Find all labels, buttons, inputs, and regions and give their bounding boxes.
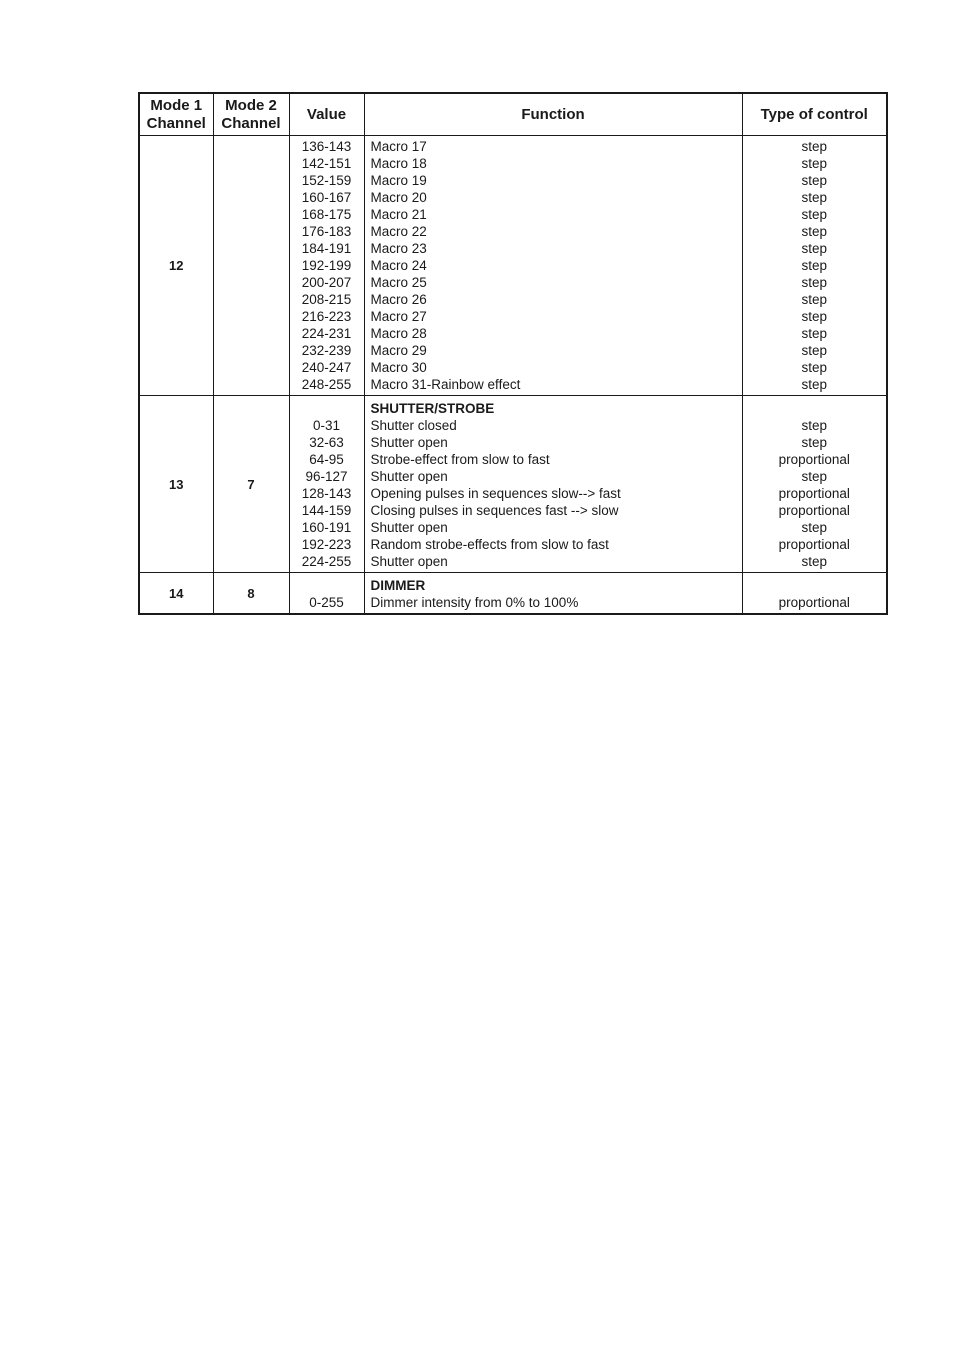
function-text: Random strobe-effects from slow to fast (370, 537, 609, 552)
value-range: 232-239 (301, 343, 352, 358)
function-cell (364, 136, 742, 396)
table-header (139, 93, 887, 136)
function-text: Macro 17 (370, 139, 427, 154)
control-type: step (801, 190, 828, 205)
value-range: 168-175 (301, 207, 352, 222)
value-range: 136-143 (301, 139, 352, 154)
control-type: proportional (778, 452, 850, 467)
function-text: Shutter open (370, 520, 448, 535)
value-cell (289, 136, 364, 396)
value-cell (289, 573, 364, 615)
value-range: 224-255 (301, 554, 352, 569)
channel-group-row (139, 573, 887, 615)
value-range: 32-63 (309, 435, 344, 450)
function-text: Macro 23 (370, 241, 427, 256)
value-range: 160-167 (301, 190, 352, 205)
header-mode2-line2: Channel (221, 114, 281, 132)
function-text: Macro 19 (370, 173, 427, 188)
function-text: Shutter open (370, 435, 448, 450)
header-mode2-line1: Mode 2 (225, 96, 277, 114)
control-type: proportional (778, 537, 850, 552)
heading-spacer (290, 577, 364, 594)
mode1-channel-cell: 14 (139, 573, 213, 615)
function-cell (364, 396, 742, 573)
control-type: proportional (778, 486, 850, 501)
function-text: Dimmer intensity from 0% to 100% (370, 595, 579, 610)
function-text: Shutter closed (370, 418, 457, 433)
value-range: 0-31 (312, 418, 341, 433)
function-text: Opening pulses in sequences slow--> fast (370, 486, 621, 501)
function-text: Macro 20 (370, 190, 427, 205)
channel-group-row (139, 136, 887, 396)
value-range: 192-199 (301, 258, 352, 273)
value-range: 216-223 (301, 309, 352, 324)
header-function: Function (364, 93, 742, 136)
control-type: step (801, 435, 828, 450)
header-mode1-line1: Mode 1 (150, 96, 203, 114)
section-heading: SHUTTER/STROBE (370, 401, 495, 416)
section-heading: DIMMER (370, 578, 426, 593)
type-cell (742, 573, 887, 615)
function-text: Macro 30 (370, 360, 427, 375)
header-mode2-channel (213, 93, 289, 136)
control-type: step (801, 139, 828, 154)
control-type: step (801, 520, 828, 535)
control-type: step (801, 309, 828, 324)
value-range: 128-143 (301, 486, 352, 501)
control-type: step (801, 156, 828, 171)
control-type: step (801, 343, 828, 358)
control-type: step (801, 469, 828, 484)
header-value: Value (289, 93, 364, 136)
header-mode1-line2: Channel (146, 114, 206, 132)
control-type: step (801, 326, 828, 341)
control-type: step (801, 377, 828, 392)
value-range: 142-151 (301, 156, 352, 171)
control-type: proportional (778, 503, 850, 518)
value-range: 184-191 (301, 241, 352, 256)
mode2-channel-cell: 7 (213, 396, 289, 573)
heading-spacer (743, 400, 887, 417)
table-body (139, 136, 887, 615)
value-range: 248-255 (301, 377, 352, 392)
value-range: 64-95 (309, 452, 344, 467)
header-mode1-channel (139, 93, 213, 136)
dmx-channel-table (138, 92, 888, 615)
function-cell (364, 573, 742, 615)
mode2-channel-cell: 8 (213, 573, 289, 615)
value-range: 224-231 (301, 326, 352, 341)
value-range: 200-207 (301, 275, 352, 290)
function-text: Macro 24 (370, 258, 427, 273)
value-range: 208-215 (301, 292, 352, 307)
control-type: step (801, 275, 828, 290)
value-range: 160-191 (301, 520, 352, 535)
value-range: 144-159 (301, 503, 352, 518)
mode1-channel-cell: 12 (139, 136, 213, 396)
value-range: 176-183 (301, 224, 352, 239)
function-text: Macro 25 (370, 275, 427, 290)
function-text: Macro 31-Rainbow effect (370, 377, 521, 392)
control-type: step (801, 258, 828, 273)
header-type-of-control: Type of control (742, 93, 887, 136)
function-text: Macro 28 (370, 326, 427, 341)
function-text: Macro 18 (370, 156, 427, 171)
function-text: Macro 21 (370, 207, 427, 222)
control-type: step (801, 241, 828, 256)
value-range: 152-159 (301, 173, 352, 188)
mode2-channel-cell (213, 136, 289, 396)
function-text: Shutter open (370, 554, 448, 569)
header-row (139, 93, 887, 136)
heading-spacer (743, 577, 887, 594)
heading-spacer (290, 400, 364, 417)
value-range: 192-223 (301, 537, 352, 552)
mode1-channel-cell: 13 (139, 396, 213, 573)
function-text: Macro 27 (370, 309, 427, 324)
value-range: 0-255 (309, 595, 344, 610)
type-cell (742, 396, 887, 573)
type-cell (742, 136, 887, 396)
channel-group-row (139, 396, 887, 573)
control-type: step (801, 418, 828, 433)
control-type: step (801, 360, 828, 375)
control-type: proportional (778, 595, 850, 610)
value-range: 240-247 (301, 360, 352, 375)
function-text: Macro 26 (370, 292, 427, 307)
control-type: step (801, 173, 828, 188)
value-cell (289, 396, 364, 573)
function-text: Strobe-effect from slow to fast (370, 452, 550, 467)
function-text: Shutter open (370, 469, 448, 484)
control-type: step (801, 554, 828, 569)
control-type: step (801, 292, 828, 307)
function-text: Macro 22 (370, 224, 427, 239)
value-range: 96-127 (305, 469, 348, 484)
function-text: Closing pulses in sequences fast --> slow (370, 503, 619, 518)
function-text: Macro 29 (370, 343, 427, 358)
control-type: step (801, 207, 828, 222)
control-type: step (801, 224, 828, 239)
